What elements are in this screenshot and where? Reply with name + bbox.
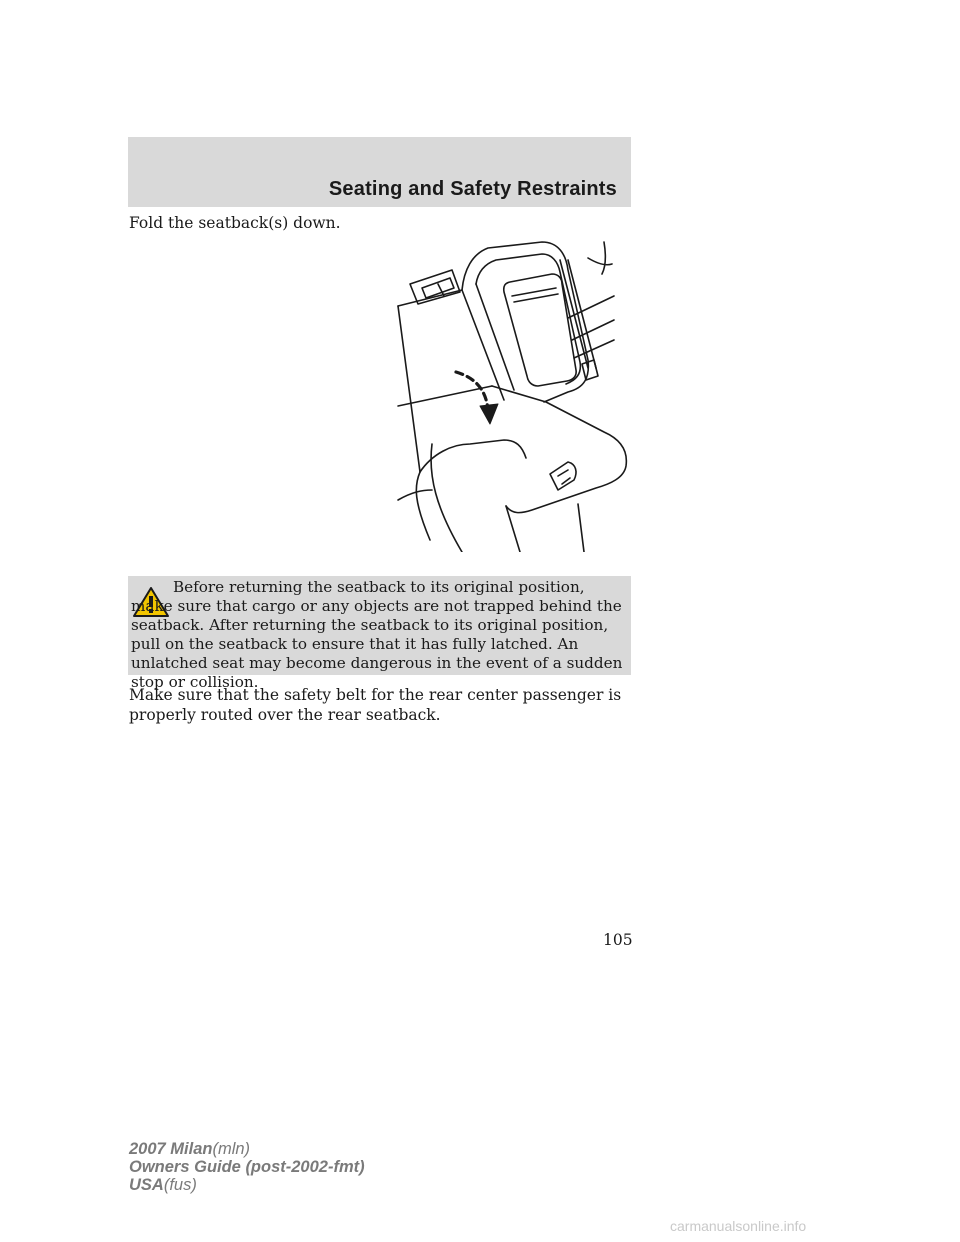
footer-line-2: Owners Guide (post-2002-fmt) xyxy=(129,1158,365,1176)
document-footer xyxy=(129,1140,365,1194)
warning-box xyxy=(128,576,631,691)
footer-line-3: USA(fus) xyxy=(129,1176,197,1194)
footer-line-1: 2007 Milan(mln) xyxy=(129,1140,251,1158)
body-text: Make sure that the safety belt for the rear center passenger is properly routed over the rear seatback. xyxy=(129,686,622,724)
section-title: Seating and Safety Restraints xyxy=(328,178,617,200)
seatback-fold-illustration xyxy=(392,240,628,552)
section-header xyxy=(128,137,631,207)
warning-text: Before returning the seatback to its original position, make sure that cargo or any objects are not trapped behind the seatback. After returning the seatback to its original position, pull on the seatback to ensure that it has fully latched. An unlatched seat may become dangerous in the event of a sudden stop or collision. xyxy=(131,578,623,691)
watermark: carmanualsonline.info xyxy=(670,1218,807,1234)
intro-text: Fold the seatback(s) down. xyxy=(129,214,341,232)
page-number: 105 xyxy=(603,931,633,949)
